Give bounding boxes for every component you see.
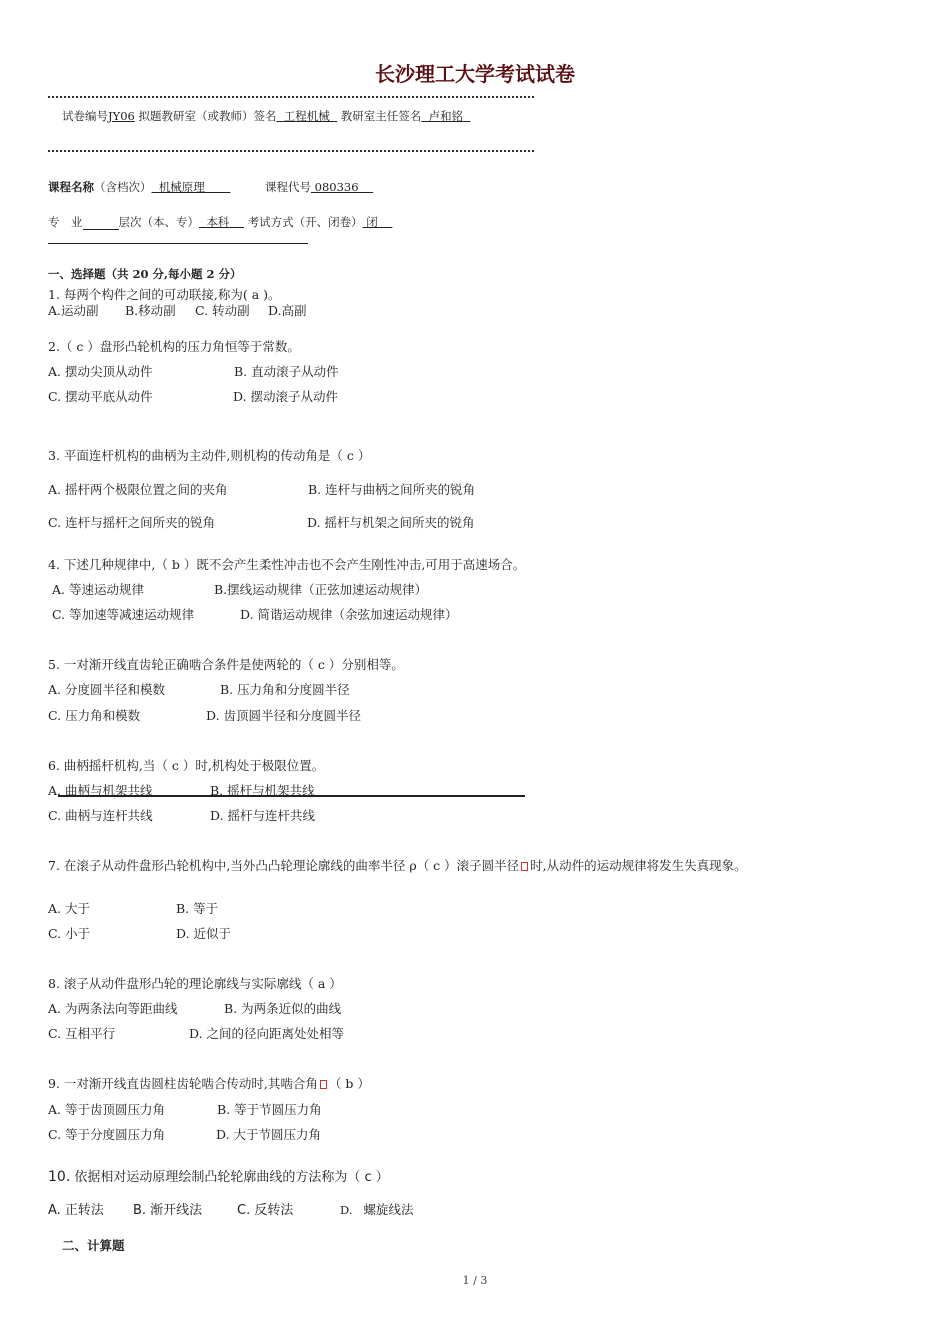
level-label: 层次（本、专） xyxy=(118,215,199,229)
q8-option-b: B. 为两条近似的曲线 xyxy=(224,1001,342,1016)
header-info-line xyxy=(62,108,470,124)
course-name-line xyxy=(48,179,230,195)
course-code-label: 课程代号 xyxy=(265,180,311,194)
major-line xyxy=(48,214,392,230)
q10-option-a: A. 正转法 xyxy=(48,1203,104,1218)
section-2-heading: 二、计算题 xyxy=(62,1238,125,1253)
question-7: 7. 在滚子从动件盘形凸轮机构中,当外凸凸轮理论廓线的曲率半径 ρ（ c ）滚子圆半径 时,从动件的运动规律将发生失真现象。 xyxy=(48,858,747,873)
course-code-line xyxy=(265,179,373,195)
q8-option-c: C. 互相平行 xyxy=(48,1026,116,1041)
symbol-placeholder-icon xyxy=(320,1080,327,1089)
course-code-value: 080336 xyxy=(314,180,359,194)
page-title: 长沙理工大学考试试卷 xyxy=(375,62,575,86)
dotted-divider-2 xyxy=(48,150,534,152)
q5-option-c: C. 压力角和模数 xyxy=(48,708,141,723)
q6-option-c: C. 曲柄与连杆共线 xyxy=(48,808,153,823)
question-1: 1. 每两个构件之间的可动联接,称为( a )。 xyxy=(48,287,281,302)
q7-option-d: D. 近似于 xyxy=(176,926,232,941)
major-label: 专 业 xyxy=(48,215,83,229)
office-value: 工程机械 xyxy=(283,109,330,123)
question-5: 5. 一对渐开线直齿轮正确啮合条件是使两轮的（ c ）分别相等。 xyxy=(48,657,404,672)
q9-option-d: D. 大于节圆压力角 xyxy=(216,1127,322,1142)
q7-option-a: A. 大于 xyxy=(48,901,90,916)
q9-option-c: C. 等于分度圆压力角 xyxy=(48,1127,166,1142)
q10-option-c: C. 反转法 xyxy=(237,1203,294,1218)
q2-option-b: B. 直动滚子从动件 xyxy=(234,364,339,379)
q3-option-b: B. 连杆与曲柄之间所夹的锐角 xyxy=(308,482,476,497)
q3-option-c: C. 连杆与摇杆之间所夹的锐角 xyxy=(48,515,216,530)
course-underline xyxy=(48,243,308,244)
q10-option-b: B. 渐开线法 xyxy=(133,1203,203,1218)
q8-option-d: D. 之间的径向距离处处相等 xyxy=(189,1026,345,1041)
q7-option-b: B. 等于 xyxy=(176,901,219,916)
exam-value: 闭 xyxy=(366,215,378,229)
question-2: 2.（ c ）盘形凸轮机构的压力角恒等于常数。 xyxy=(48,339,300,354)
question-10: 10. 依据相对运动原理绘制凸轮轮廓曲线的方法称为（ c ） xyxy=(48,1169,389,1185)
q7-option-c: C. 小于 xyxy=(48,926,91,941)
director-label: 教研室主任签名 xyxy=(340,109,422,123)
exam-label: 考试方式（开、闭卷） xyxy=(247,215,363,229)
level-value: 本科 xyxy=(206,215,230,229)
q5-option-d: D. 齿顶圆半径和分度圆半径 xyxy=(206,708,362,723)
q4-option-a: A. 等速运动规律 xyxy=(52,582,144,597)
question-8: 8. 滚子从动件盘形凸轮的理论廓线与实际廓线（ a ） xyxy=(48,976,342,991)
paper-no-label: 试卷编号 xyxy=(62,109,108,123)
q2-option-d: D. 摆动滚子从动件 xyxy=(233,389,339,404)
q3-option-d: D. 摇杆与机架之间所夹的锐角 xyxy=(307,515,475,530)
q5-option-b: B. 压力角和分度圆半径 xyxy=(220,682,350,697)
question-3: 3. 平面连杆机构的曲柄为主动件,则机构的传动角是（ c ） xyxy=(48,448,371,463)
question-9: 9. 一对渐开线直齿圆柱齿轮啮合传动时,其啮合角 （ b ） xyxy=(48,1076,370,1091)
q1-option-a: A.运动副 xyxy=(48,303,99,318)
paper-no: JY06 xyxy=(108,109,135,123)
q6-option-a: A. 曲柄与机架共线 xyxy=(48,783,153,798)
q6-option-b: B. 摇杆与机架共线 xyxy=(210,783,315,798)
q1-option-d: D.高副 xyxy=(268,303,307,318)
q6-option-d: D. 摇杆与连杆共线 xyxy=(210,808,316,823)
q4-option-c: C. 等加速等减速运动规律 xyxy=(52,607,195,622)
q6-underline xyxy=(58,795,525,797)
q1-option-b: B.移动副 xyxy=(125,303,176,318)
course-name-label: 课程名称 xyxy=(48,180,94,194)
q8-option-a: A. 为两条法向等距曲线 xyxy=(48,1001,178,1016)
q2-option-a: A. 摆动尖顶从动件 xyxy=(48,364,153,379)
q2-option-c: C. 摆动平底从动件 xyxy=(48,389,153,404)
q5-option-a: A. 分度圆半径和模数 xyxy=(48,682,165,697)
q4-option-d: D. 简谐运动规律（余弦加速运动规律） xyxy=(240,607,458,622)
dotted-divider xyxy=(48,96,534,98)
q3-option-a: A. 摇杆两个极限位置之间的夹角 xyxy=(48,482,228,497)
office-label: 拟题教研室（或教师）签名 xyxy=(138,109,277,123)
q1-option-c: C. 转动副 xyxy=(195,303,250,318)
question-4: 4. 下述几种规律中,（ b ）既不会产生柔性冲击也不会产生刚性冲击,可用于高速场合。 xyxy=(48,557,526,572)
q9-option-a: A. 等于齿顶圆压力角 xyxy=(48,1102,165,1117)
symbol-placeholder-icon xyxy=(521,862,528,871)
q9-option-b: B. 等于节圆压力角 xyxy=(217,1102,322,1117)
page-number: 1 / 3 xyxy=(462,1274,488,1287)
question-6: 6. 曲柄摇杆机构,当（ c ）时,机构处于极限位置。 xyxy=(48,758,325,773)
major-blank xyxy=(83,217,119,230)
section-1-heading: 一、选择题（共 20 分,每小题 2 分） xyxy=(48,267,242,281)
course-name-value: 机械原理 xyxy=(158,180,205,194)
course-name-suffix: （含档次） xyxy=(94,180,152,194)
q10-option-d: D. 螺旋线法 xyxy=(340,1202,414,1217)
director-value: 卢和铭 xyxy=(428,109,464,123)
q4-option-b: B.摆线运动规律（正弦加速运动规律） xyxy=(214,582,428,597)
